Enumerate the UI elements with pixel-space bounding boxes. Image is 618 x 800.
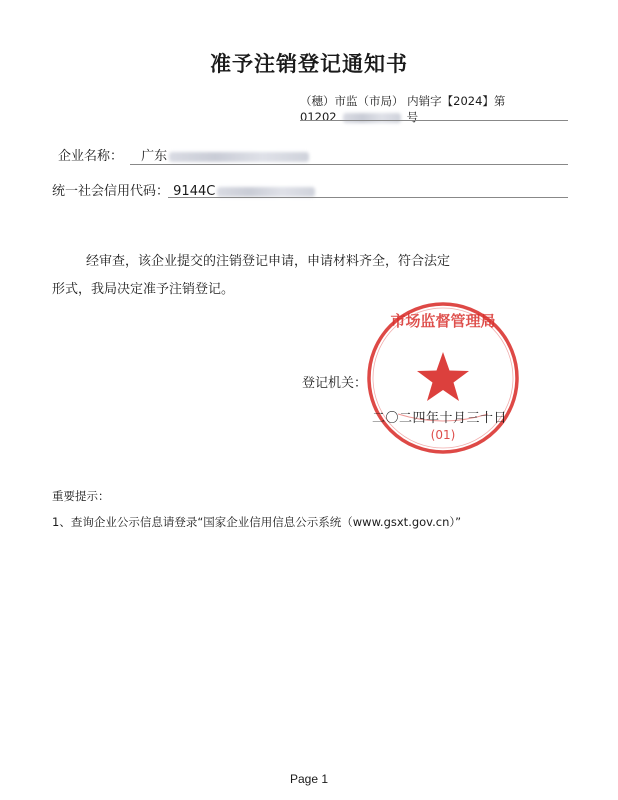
body-line-2: 形式，我局决定准予注销登记。 <box>52 282 235 297</box>
credit-code-label: 统一社会信用代码： <box>52 184 170 199</box>
document-title: 准予注销登记通知书 <box>210 52 408 76</box>
svg-text:市场监督管理局: 市场监督管理局 <box>390 312 496 330</box>
company-name-row <box>58 145 309 164</box>
credit-code-rule <box>168 197 568 198</box>
company-name-label: 企业名称： <box>58 149 124 164</box>
redacted-number <box>343 113 401 123</box>
document-number-line2 <box>300 109 570 125</box>
company-name-value: 广东 <box>141 149 168 164</box>
credit-code-value: 9144C <box>173 184 216 199</box>
registration-authority-label: 登记机关： <box>302 376 368 391</box>
seal-center-code: (01) <box>430 428 456 442</box>
issue-date: 二〇二四年十月三十日 <box>372 411 508 426</box>
document-number-line1: （穗）市监（市局） 内销字【2024】第 <box>300 94 506 108</box>
document-number-prefix: 01202 <box>300 110 337 124</box>
company-name-rule <box>130 164 568 165</box>
notice-item-1: 1、查询企业公示信息请登录“国家企业信用信息公示系统（www.gsxt.gov.cn）” <box>52 515 462 529</box>
redacted-credit-code <box>217 187 315 197</box>
body-line-1: 经审查，该企业提交的注销登记申请，申请材料齐全，符合法定 <box>86 254 451 269</box>
redacted-company-name <box>169 152 309 162</box>
page-number: Page 1 <box>289 772 329 786</box>
notice-heading: 重要提示： <box>52 489 110 503</box>
document-number-rule <box>300 120 568 121</box>
document-number-suffix: 号 <box>406 110 419 124</box>
official-seal-stamp <box>363 296 523 460</box>
